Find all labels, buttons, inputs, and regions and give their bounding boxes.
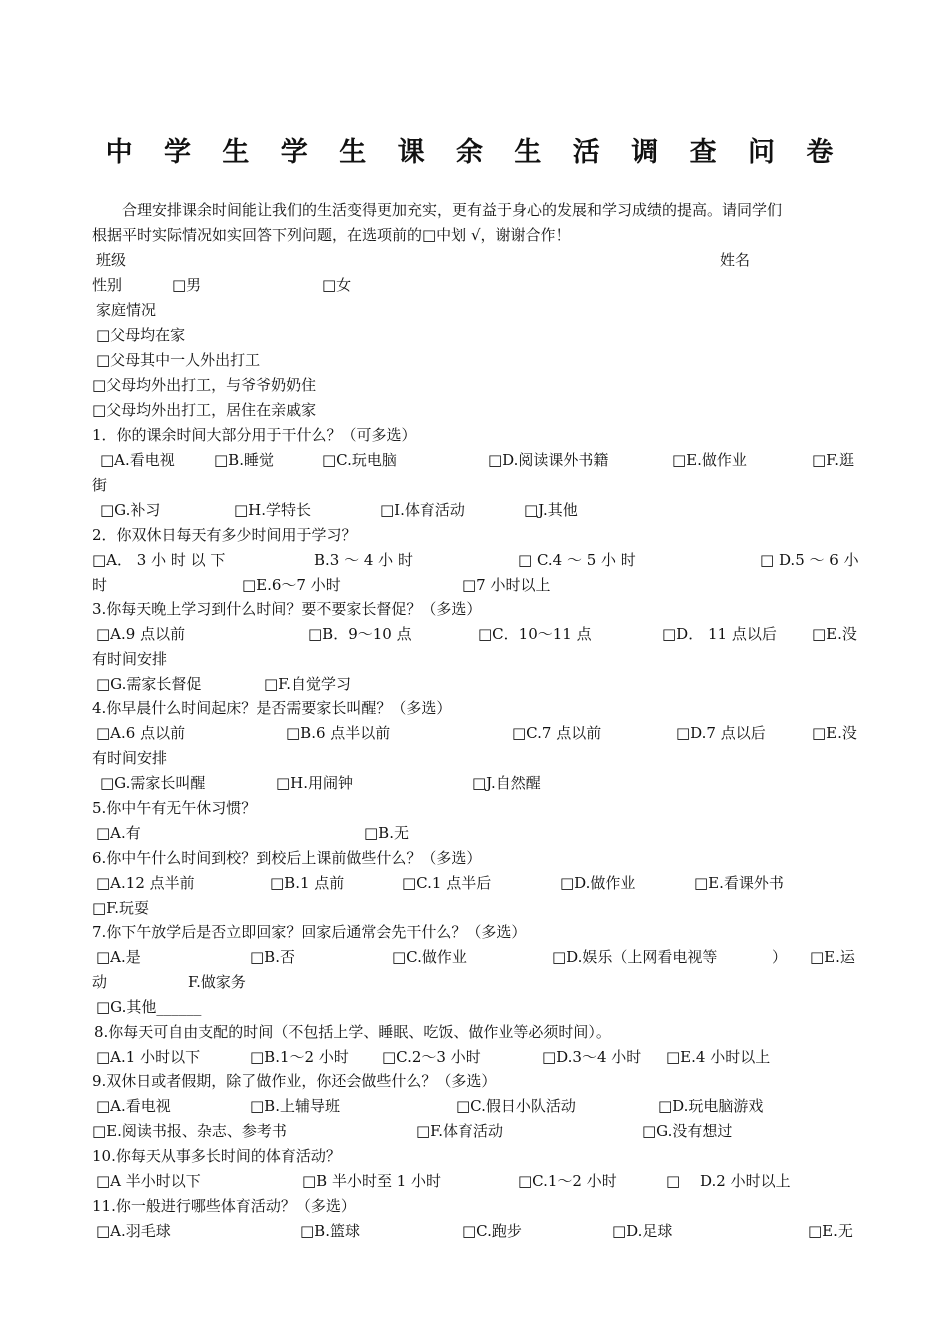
option-checkbox[interactable]: □B.篮球 [300, 1222, 360, 1240]
question-9: 9.双休日或者假期，除了做作业，你还会做些什么？（多选） [92, 1072, 497, 1090]
option-checkbox[interactable]: □E.4 小时以上 [666, 1048, 771, 1066]
option-checkbox[interactable]: □B.1～2 小时 [250, 1048, 349, 1066]
option-checkbox[interactable]: □A.6 点以前 [96, 724, 186, 742]
option-checkbox[interactable]: □H.学特长 [234, 501, 312, 519]
option-checkbox[interactable]: □C.7 点以前 [512, 724, 602, 742]
option-checkbox[interactable]: □B.上辅导班 [250, 1097, 340, 1115]
option-checkbox[interactable]: □E.没 [812, 625, 857, 643]
family-option[interactable]: □父母均外出打工，与爷爷奶奶住 [92, 376, 317, 394]
intro-line-2: 根据平时实际情况如实回答下列问题，在选项前的□中划 √，谢谢合作！ [92, 226, 571, 244]
question-7: 7.你下午放学后是否立即回家？回家后通常会先干什么？（多选） [92, 923, 527, 941]
option-checkbox[interactable]: □F.玩耍 [92, 899, 150, 917]
question-3: 3.你每天晚上学习到什么时间？要不要家长督促？（多选） [92, 600, 482, 618]
question-5: 5.你中午有无午休习惯？ [92, 799, 257, 817]
option-checkbox[interactable]: □B.睡觉 [214, 451, 274, 469]
question-8: 8.你每天可自由支配的时间（不包括上学、睡眠、吃饭、做作业等必须时间）。 [94, 1023, 611, 1041]
option-checkbox[interactable]: □C.假日小队活动 [456, 1097, 576, 1115]
family-label: 家庭情况 [96, 301, 157, 319]
option-checkbox[interactable]: □A． 3 小 时 以 下 [92, 551, 226, 569]
option-checkbox[interactable]: □ C.4 ～ 5 小 时 [518, 551, 636, 569]
question-10: 10.你每天从事多长时间的体育活动？ [92, 1147, 341, 1165]
option-checkbox[interactable]: □E.看课外书 [694, 874, 784, 892]
option-checkbox[interactable]: □F.逛 [812, 451, 855, 469]
option-checkbox[interactable]: □A.有 [96, 824, 141, 842]
family-option[interactable]: □父母均在家 [96, 326, 186, 344]
option-checkbox[interactable]: □C.1 点半后 [402, 874, 492, 892]
option-checkbox[interactable]: □F.体育活动 [416, 1122, 504, 1140]
option-checkbox[interactable]: □G.没有想过 [642, 1122, 733, 1140]
option-wrap-text: 街 [92, 476, 108, 494]
option-checkbox[interactable]: □E.做作业 [672, 451, 747, 469]
option-checkbox[interactable]: □D.足球 [612, 1222, 673, 1240]
option-checkbox[interactable]: □ [666, 1172, 681, 1190]
option-checkbox[interactable]: □A.9 点以前 [96, 625, 186, 643]
gender-female-checkbox[interactable]: □女 [322, 276, 352, 294]
option-checkbox[interactable]: □E.没 [812, 724, 857, 742]
option-checkbox[interactable]: □C.玩电脑 [322, 451, 397, 469]
option-checkbox[interactable]: □E.运 [810, 948, 855, 966]
family-option[interactable]: □父母其中一人外出打工 [96, 351, 261, 369]
option-checkbox[interactable]: □B 半小时至 1 小时 [302, 1172, 442, 1190]
question-2: 2．你双休日每天有多少时间用于学习？ [92, 526, 357, 544]
option-checkbox[interactable]: □B.无 [364, 824, 409, 842]
class-label: 班级 [96, 251, 127, 269]
option-checkbox[interactable]: □B．9～10 点 [308, 625, 412, 643]
option-checkbox[interactable]: □E.6～7 小时 [242, 576, 341, 594]
option-checkbox[interactable]: □C.2～3 小时 [382, 1048, 481, 1066]
question-4: 4.你早晨什么时间起床？是否需要家长叫醒？（多选） [92, 699, 452, 717]
option-label: D.2 小时以上 [700, 1172, 791, 1190]
option-checkbox[interactable]: □E.无 [808, 1222, 853, 1240]
option-checkbox[interactable]: □G.需家长叫醒 [100, 774, 206, 792]
option-checkbox[interactable]: □D.做作业 [560, 874, 636, 892]
option-checkbox[interactable]: □B.1 点前 [270, 874, 345, 892]
option-paren-text: ） [772, 948, 788, 966]
question-11: 11.你一般进行哪些体育活动？（多选） [92, 1197, 356, 1215]
option-wrap-text: 动 [92, 973, 108, 991]
option-checkbox[interactable]: □A.看电视 [100, 451, 175, 469]
option-checkbox[interactable]: □B.否 [250, 948, 295, 966]
option-checkbox[interactable]: □C．10～11 点 [478, 625, 592, 643]
option-checkbox[interactable]: □D.3～4 小时 [542, 1048, 642, 1066]
name-label: 姓名 [720, 251, 751, 269]
option-checkbox[interactable]: □D.阅读课外书籍 [488, 451, 609, 469]
option-checkbox[interactable]: □G.补习 [100, 501, 161, 519]
option-checkbox[interactable]: □7 小时以上 [462, 576, 551, 594]
option-checkbox[interactable]: □C.跑步 [462, 1222, 522, 1240]
option-wrap-text: 时 [92, 576, 108, 594]
option-checkbox[interactable]: □ D.5 ～ 6 小 [760, 551, 859, 569]
intro-line-1: 合理安排课余时间能让我们的生活变得更加充实，更有益于身心的发展和学习成绩的提高。请同学们 [122, 201, 783, 219]
question-6: 6.你中午什么时间到校？到校后上课前做些什么？（多选） [92, 849, 482, 867]
option-wrap-text: 有时间安排 [92, 749, 168, 767]
option-checkbox[interactable]: □J.其他 [524, 501, 578, 519]
option-checkbox[interactable]: □E.阅读书报、杂志、参考书 [92, 1122, 287, 1140]
option-checkbox[interactable]: □A.看电视 [96, 1097, 171, 1115]
option-checkbox[interactable]: □J.自然醒 [472, 774, 541, 792]
option-checkbox[interactable]: □A.12 点半前 [96, 874, 195, 892]
option-checkbox[interactable]: □D.7 点以后 [676, 724, 766, 742]
option-checkbox[interactable]: □H.用闹钟 [276, 774, 354, 792]
family-option[interactable]: □父母均外出打工，居住在亲戚家 [92, 401, 317, 419]
option-checkbox[interactable]: □A 半小时以下 [96, 1172, 201, 1190]
option-checkbox[interactable]: □D.娱乐（上网看电视等 [552, 948, 718, 966]
option-checkbox[interactable]: □G.其他______ [96, 998, 202, 1016]
page-title: 中 学 生 学 生 课 余 生 活 调 查 问 卷 [105, 137, 845, 168]
option-checkbox[interactable]: □A.是 [96, 948, 141, 966]
gender-male-checkbox[interactable]: □男 [172, 276, 202, 294]
option-checkbox[interactable]: □C.做作业 [392, 948, 467, 966]
question-1: 1．你的课余时间大部分用于干什么？（可多选） [92, 426, 417, 444]
option-checkbox[interactable]: □A.1 小时以下 [96, 1048, 201, 1066]
option-checkbox[interactable]: □B.6 点半以前 [286, 724, 391, 742]
option-checkbox[interactable]: □A.羽毛球 [96, 1222, 171, 1240]
option-checkbox[interactable]: □D． 11 点以后 [662, 625, 777, 643]
option-checkbox[interactable]: □I.体育活动 [380, 501, 465, 519]
option-checkbox[interactable]: B.3 ～ 4 小 时 [314, 551, 413, 569]
option-checkbox[interactable]: □D.玩电脑游戏 [658, 1097, 764, 1115]
option-checkbox[interactable]: □F.自觉学习 [264, 675, 352, 693]
option-wrap-text: 有时间安排 [92, 650, 168, 668]
option-checkbox[interactable]: □G.需家长督促 [96, 675, 202, 693]
option-checkbox[interactable]: F.做家务 [188, 973, 246, 991]
option-checkbox[interactable]: □C.1～2 小时 [518, 1172, 617, 1190]
gender-label: 性别 [92, 276, 123, 294]
